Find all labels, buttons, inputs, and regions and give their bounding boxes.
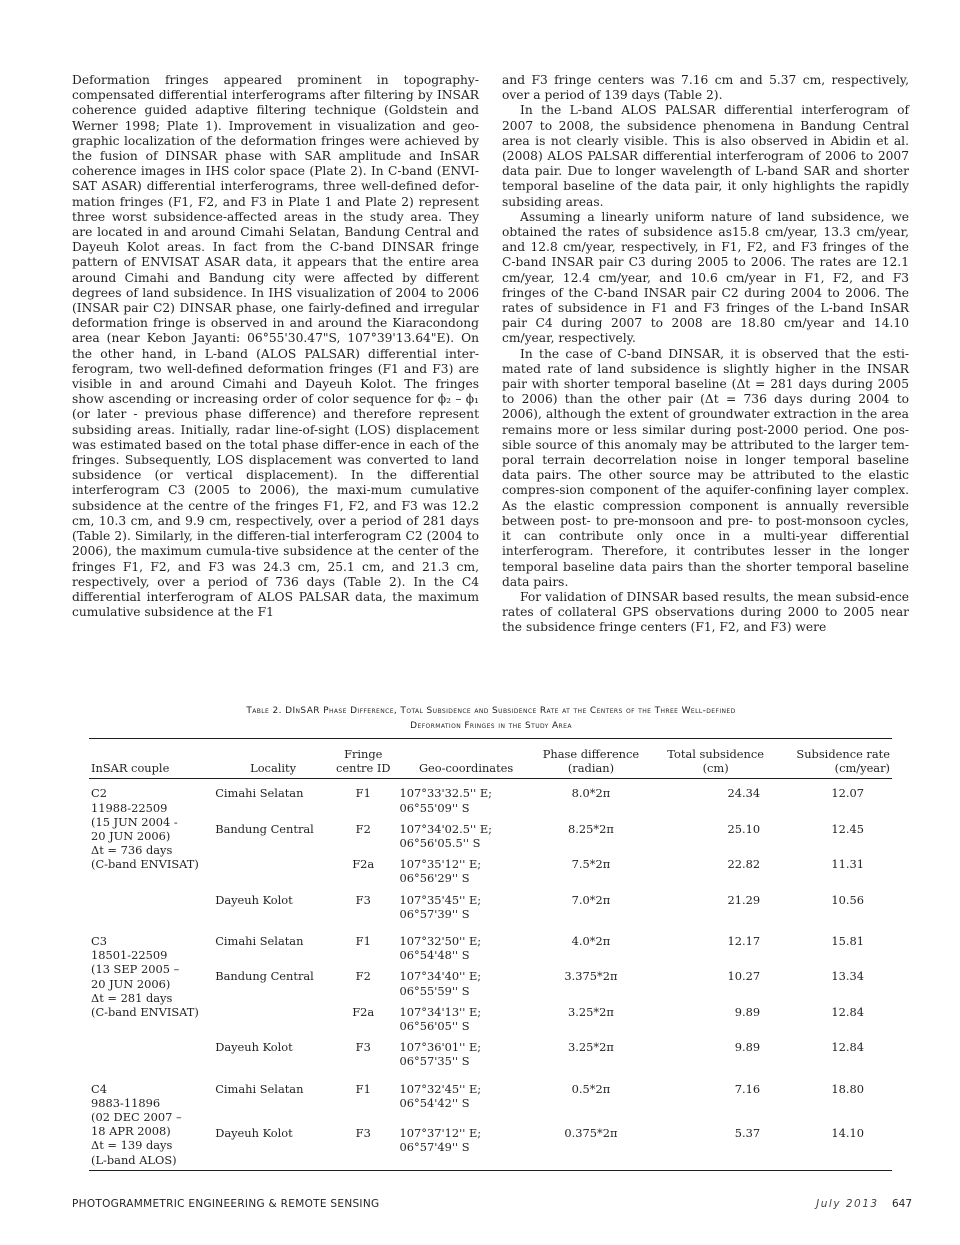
cell-geo-coordinates: 107°32'50'' E; 06°54'48'' S — [399, 934, 482, 963]
cell-geo-coordinates: 107°32'45'' E; 06°54'42'' S — [399, 1081, 482, 1110]
cell-phase-difference: 7.5*2π — [571, 857, 611, 872]
cell-subsidence-rate: 12.84 — [831, 1004, 864, 1019]
cell-subsidence-rate: 10.56 — [831, 892, 864, 907]
header-insar-couple: InSAR couple — [89, 739, 213, 779]
cell-subsidence-rate: 12.84 — [831, 1040, 864, 1055]
cell-fringe-id: F1 — [355, 786, 371, 801]
cell-total-subsidence: 7.16 — [734, 1081, 761, 1096]
cell-subsidence-rate: 11.31 — [831, 857, 864, 872]
cell-geo-coordinates: 107°35'45'' E; 06°57'39'' S — [399, 892, 482, 921]
cell-subsidence-rate: 13.34 — [831, 969, 864, 984]
body-paragraph: Assuming a linearly uniform nature of land subsidence, we obtained the rates of subsidence as15.8 cm/year, 13.3 cm/year, and 12.8 cm/year, respectively, in F1, F2, and F3 fringes of the C-band INSAR pair C3 during 2005 to 2006. The rates are 12.1 cm/year, 12.4 cm/year, and 10.6 cm/year in F1, F2, and F3 fringes of the C-band INSAR pair C2 during 2004 to 2006. The rates of subsidence in F1 and F3 fringes of the L-band InSAR pair C4 during 2007 to 2008 are 18.80 cm/year and 14.10 cm/year, respectively. — [502, 209, 909, 346]
cell-geo-coordinates: 107°34'02.5'' E; 06°56'05.5'' S — [399, 821, 492, 851]
cell-total-subsidence: 9.89 — [734, 1004, 761, 1019]
cell-subsidence-rate: 14.10 — [831, 1126, 864, 1141]
body-column-right — [502, 73, 909, 636]
table-caption-line-2: Deformation Fringes in the Study Area — [410, 721, 572, 731]
cell-geo-coordinates: 107°33'32.5'' E; 06°55'09'' S — [399, 786, 492, 815]
cell-total-subsidence: 9.89 — [734, 1040, 761, 1055]
table-caption-line-1: Table 2. DInSAR Phase Difference, Total Subsidence and Subsidence Rate at the Centers of the Three Well-defined — [246, 706, 736, 716]
cell-fringe-id: F2 — [355, 821, 371, 836]
cell-fringe-id: F2a — [352, 857, 375, 872]
cell-total-subsidence: 21.29 — [727, 892, 761, 907]
cell-fringe-id: F1 — [355, 1081, 371, 1096]
cell-phase-difference: 8.0*2π — [571, 786, 611, 801]
cell-total-subsidence: 10.27 — [727, 969, 761, 984]
cell-fringe-id: F1 — [355, 934, 371, 949]
cell-fringe-id: F3 — [355, 1126, 371, 1141]
cell-total-subsidence: 12.17 — [727, 934, 761, 949]
footer-journal-name: PHOTOGRAMMETRIC ENGINEERING & REMOTE SENSING — [72, 1198, 380, 1210]
subsidence-table — [89, 738, 892, 1171]
cell-fringe-id: F2a — [352, 1004, 375, 1019]
cell-phase-difference: 4.0*2π — [571, 934, 611, 949]
cell-geo-coordinates: 107°37'12'' E; 06°57'49'' S — [399, 1126, 482, 1155]
footer-page-info — [816, 1198, 912, 1210]
cell-geo-coordinates: 107°34'40'' E; 06°55'59'' S — [399, 969, 482, 998]
cell-locality: Cimahi Selatan — [215, 1081, 304, 1096]
cell-subsidence-rate: 12.07 — [831, 786, 864, 801]
cell-phase-difference: 7.0*2π — [571, 892, 611, 907]
cell-locality: Dayeuh Kolot — [215, 1040, 293, 1055]
body-column-left — [72, 73, 479, 620]
cell-locality — [213, 853, 333, 888]
cell-locality: Bandung Central — [215, 969, 314, 984]
cell-insar-couple: C2 11988-22509 (15 JUN 2004 - 20 JUN 2006) Δt = 736 days (C-band ENVISAT) — [91, 786, 199, 872]
cell-locality — [213, 1001, 333, 1036]
body-paragraph: and F3 fringe centers was 7.16 cm and 5.37 cm, respectively, over a period of 139 days (Table 2). — [502, 73, 909, 103]
body-paragraph: In the L-band ALOS PALSAR differential interferogram of 2007 to 2008, the subsidence phenomena in Bandung Central area is not clearly visible. This is also observed in Abidin et al. (2008) ALOS PALSAR differential interferogram of 2006 to 2007 data pair. Due to longer wavelength of L-band SAR and shorter temporal baseline of the data pair, it only highlights the rapidly subsiding areas. — [502, 103, 909, 209]
cell-subsidence-rate: 15.81 — [831, 934, 864, 949]
cell-subsidence-rate: 12.45 — [831, 821, 864, 836]
cell-locality: Cimahi Selatan — [215, 934, 304, 949]
cell-total-subsidence: 25.10 — [727, 821, 761, 836]
cell-subsidence-rate: 18.80 — [831, 1081, 864, 1096]
table-caption — [72, 704, 910, 734]
table-header-row — [89, 739, 892, 779]
cell-locality: Dayeuh Kolot — [215, 1126, 293, 1141]
cell-phase-difference: 0.5*2π — [571, 1081, 611, 1096]
cell-locality: Bandung Central — [215, 821, 314, 836]
table-row — [89, 1075, 892, 1123]
table-body — [89, 779, 892, 1170]
cell-phase-difference: 3.375*2π — [564, 969, 618, 984]
body-paragraph: In the case of C-band DINSAR, it is observed that the esti-mated rate of land subsidence is slightly higher in the INSAR pair with shorter temporal baseline (Δt = 281 days during 2005 to 2006) than the other pair (Δt = 736 days during 2004 to 2006), although the extent of groundwater extraction in the area remains more or less similar during post-2000 period. One pos-sible source of this anomaly may be attributed to the larger tem-poral terrain decorrelation noise in longer temporal baseline data pairs. The other source may be attributed to the elastic compres-sion component of the aquifer-confining layer complex. As the elastic compression component is annually reversible between post- to pre-monsoon and pre- to post-monsoon cycles, it can contribute only once in a multi-year differential interferogram. Therefore, it contributes lesser in the longer temporal baseline data pairs than the shorter temporal baseline data pairs. — [502, 346, 909, 589]
cell-fringe-id: F3 — [355, 892, 371, 907]
header-total-subsidence: Total subsidence (cm) — [647, 739, 784, 779]
cell-insar-couple: C3 18501-22509 (13 SEP 2005 – 20 JUN 2006) Δt = 281 days (C-band ENVISAT) — [91, 934, 199, 1020]
cell-locality: Dayeuh Kolot — [215, 892, 293, 907]
header-subsidence-rate: Subsidence rate (cm/year) — [784, 739, 892, 779]
cell-phase-difference: 8.25*2π — [568, 821, 614, 836]
cell-fringe-id: F3 — [355, 1040, 371, 1055]
header-fringe-centre-id: Fringe centre ID — [333, 739, 394, 779]
footer-month: July 2013 — [816, 1198, 879, 1210]
cell-total-subsidence: 5.37 — [734, 1126, 761, 1141]
body-paragraph: Deformation fringes appeared prominent in topography-compensated differential interferograms after filtering by INSAR coherence guided adaptive filtering technique (Goldstein and Werner 1998; Plate 1). Improvement in visualization and geo-graphic localization of the deformation fringes were achieved by the fusion of DINSAR phase with SAR amplitude and InSAR coherence images in IHS color space (Plate 2). In C-band (ENVI-SAT ASAR) differential interferograms, three well-defined defor-mation fringes (F1, F2, and F3 in Plate 1 and Plate 2) represent three worst subsidence-affected areas in the study area. They are located in and around Cimahi Selatan, Bandung Central and Dayeuh Kolot areas. In fact from the C-band DINSAR fringe pattern of ENVISAT ASAR data, it appears that the entire area around Cimahi and Bandung city were affected by different degrees of land subsidence. In IHS visualization of 2004 to 2006 (INSAR pair C2) DINSAR phase, one fairly-defined and irregular deformation fringe is observed in and around the Kiaracondong area (near Kebon Jayanti: 06°55'30.47"S, 107°39'13.64"E). On the other hand, in L-band (ALOS PALSAR) differential inter-ferogram, two well-defined deformation fringes (F1 and F3) are visible in and around Cimahi and Dayeuh Kolot. The fringes show ascending or increasing order of color sequence for ϕ₂ – ϕ₁ (or later - previous phase difference) and therefore represent subsiding areas. Initially, radar line-of-sight (LOS) displacement was estimated based on the total phase differ-ence in each of the fringes. Subsequently, LOS displacement was converted to land subsidence (or vertical displacement). In the differential interferogram C3 (2005 to 2006), the maxi-mum cumulative subsidence at the centre of the fringes F1, F2, and F3 was 12.2 cm, 10.3 cm, and 9.9 cm, respectively, over a period of 281 days (Table 2). Similarly, in the differen-tial interferogram C2 (2004 to 2006), the maximum cumula-tive subsidence at the center of the fringes F1, F2, and F3 was 24.3 cm, 25.1 cm, and 21.3 cm, respectively, over a period of 736 days (Table 2). In the C4 differential interferogram of ALOS PALSAR data, the maximum cumulative subsidence at the F1 — [72, 73, 479, 620]
table-row — [89, 779, 892, 818]
table-row — [89, 927, 892, 965]
header-locality: Locality — [213, 739, 333, 779]
header-geo-coordinates: Geo-coordinates — [394, 739, 535, 779]
cell-insar-couple: C4 9883-11896 (02 DEC 2007 – 18 APR 2008) Δt = 139 days (L-band ALOS) — [91, 1081, 182, 1167]
body-paragraph: For validation of DINSAR based results, the mean subsid-ence rates of collateral GPS observations during 2000 to 2005 near the subsidence fringe centers (F1, F2, and F3) were — [502, 589, 909, 635]
cell-geo-coordinates: 107°35'12'' E; 06°56'29'' S — [399, 857, 482, 886]
cell-geo-coordinates: 107°34'13'' E; 06°56'05'' S — [399, 1004, 482, 1034]
cell-fringe-id: F2 — [355, 969, 371, 984]
header-phase-difference: Phase difference (radian) — [535, 739, 647, 779]
cell-total-subsidence: 24.34 — [727, 786, 761, 801]
page-number: 647 — [891, 1198, 912, 1210]
cell-geo-coordinates: 107°36'01'' E; 06°57'35'' S — [399, 1040, 482, 1069]
cell-phase-difference: 0.375*2π — [564, 1126, 618, 1141]
cell-locality: Cimahi Selatan — [215, 786, 304, 801]
cell-phase-difference: 3.25*2π — [568, 1040, 614, 1055]
cell-total-subsidence: 22.82 — [727, 857, 761, 872]
cell-phase-difference: 3.25*2π — [568, 1004, 614, 1019]
